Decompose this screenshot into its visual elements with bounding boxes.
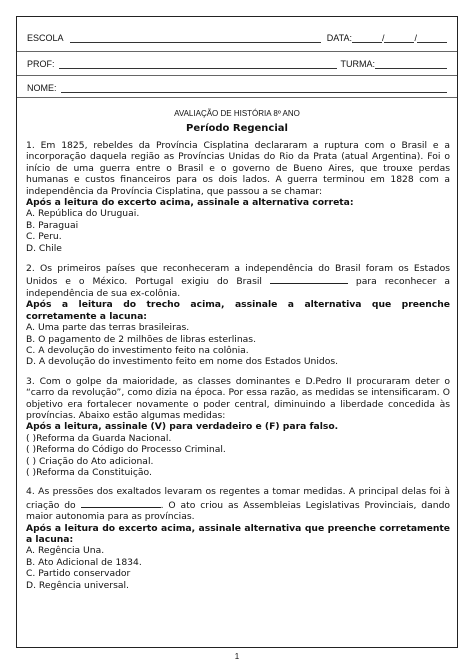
question-1-text: 1. Em 1825, rebeldes da Província Cisplatina declararam a ruptura com o Brasil e a incorporação daquela região as Províncias Unidas do Rio da Prata (atual Argentina). Foi o início de uma guerra entre o Brasil e o governo de Bueno Aires, que trouxe perdas humanas e custos financeiros para os dois lados. A guerra terminou em 1828 com a independência da Província Cisplatina, que passou a se chamar:	[26, 140, 450, 197]
date-year-field[interactable]	[417, 32, 447, 43]
date-slash-2: /	[414, 33, 417, 43]
question-2	[26, 263, 450, 368]
question-3-item-3[interactable]: ( ) Criação do Ato adicional.	[26, 455, 154, 467]
question-1-number: 1	[26, 140, 32, 151]
teacher-field[interactable]	[59, 58, 337, 69]
name-label: NOME:	[27, 83, 57, 93]
question-4-option-a[interactable]: A. Regência Una.	[26, 545, 105, 557]
question-3	[26, 376, 450, 479]
question-2-option-d[interactable]: D. A devolução do investimento feito em nome dos Estados Unidos.	[26, 356, 339, 368]
question-1-option-d[interactable]: D. Chile	[26, 242, 62, 254]
question-1-instruction: Após a leitura do excerto acima, assinale a alternativa correta:	[26, 197, 354, 209]
date-day-field[interactable]	[352, 32, 382, 43]
school-label: ESCOLA	[27, 33, 64, 43]
date-label: DATA:	[326, 33, 352, 43]
header-divider-1	[17, 51, 457, 52]
date-month-field[interactable]	[381, 32, 414, 43]
header-divider-2	[17, 75, 457, 76]
exam-subtitle: Período Regencial	[186, 123, 288, 134]
question-1-option-c[interactable]: C. Peru.	[26, 231, 62, 243]
question-2-option-c[interactable]: C. A devolução do investimento feito na colônia.	[26, 344, 249, 356]
question-4-option-b[interactable]: B. Ato Adicional de 1834.	[26, 556, 142, 568]
date-slash-1: /	[381, 33, 385, 43]
question-2-instruction: Após a leitura do trecho acima, assinale a alternativa que preenche corretamente a lacuna:	[26, 299, 450, 322]
question-4-blank[interactable]	[81, 498, 161, 508]
question-1-option-a[interactable]: A. República do Uruguai.	[26, 208, 140, 220]
school-row	[27, 29, 447, 43]
question-3-text: 3. Com o golpe da maioridade, as classes dominantes e D.Pedro II procuraram deter o “carro da revolução”, como dizia na época. Por essa razão, as medidas se intensificaram. O objetivo era fortalecer novamente o poder central, diminuindo a liberdade concedida às províncias. Abaixo estão algumas medidas:	[26, 375, 450, 421]
question-2-option-b[interactable]: B. O pagamento de 2 milhões de libras esterlinas.	[26, 333, 257, 345]
question-3-item-1[interactable]: ( )Reforma da Guarda Nacional.	[26, 432, 172, 444]
page-number: 1	[234, 652, 240, 661]
class-label: TURMA:	[340, 59, 375, 69]
header-divider-3	[17, 97, 457, 98]
question-4-option-d[interactable]: D. Regência universal.	[26, 579, 129, 591]
question-2-text: 2. Os primeiros países que reconheceram a independência do Brasil foram os Estados Unidos e o México. Portugal exigiu do Brasil para reconhecer a independência de sua ex-colônia.	[26, 263, 451, 299]
question-3-item-4[interactable]: ( )Reforma da Constituição.	[26, 466, 152, 478]
school-field[interactable]	[70, 32, 321, 43]
question-3-instruction: Após a leitura, assinale (V) para verdadeiro e (F) para falso.	[26, 421, 339, 433]
question-3-item-2[interactable]: ( )Reforma do Código do Processo Criminal.	[26, 444, 226, 456]
name-field[interactable]	[61, 82, 447, 93]
question-4-instruction: Após a leitura do excerto acima, assinale alternativa que preenche corretamente a lacuna:	[26, 522, 450, 545]
question-2-number: 2	[26, 263, 32, 275]
exam-title: AVALIAÇÃO DE HISTÓRIA 8º ANO	[174, 109, 300, 118]
name-row	[27, 79, 447, 93]
question-2-option-a[interactable]: A. Uma parte das terras brasileiras.	[26, 322, 190, 334]
teacher-label: PROF:	[27, 59, 55, 69]
question-4-option-c[interactable]: C. Partido conservador	[26, 568, 131, 580]
question-1	[26, 140, 450, 254]
question-4	[26, 486, 450, 591]
question-2-blank[interactable]	[270, 274, 348, 284]
question-4-text: 4. As pressões dos exaltados levaram os regentes a tomar medidas. A principal delas foi à criação do . O ato criou as Assembleias Legislativas Provinciais, dando maior autonomia para as províncias.	[26, 486, 451, 523]
question-1-option-b[interactable]: B. Paraguai	[26, 219, 79, 231]
class-field[interactable]	[375, 58, 447, 69]
teacher-row	[27, 55, 447, 69]
exam-content	[26, 140, 450, 591]
